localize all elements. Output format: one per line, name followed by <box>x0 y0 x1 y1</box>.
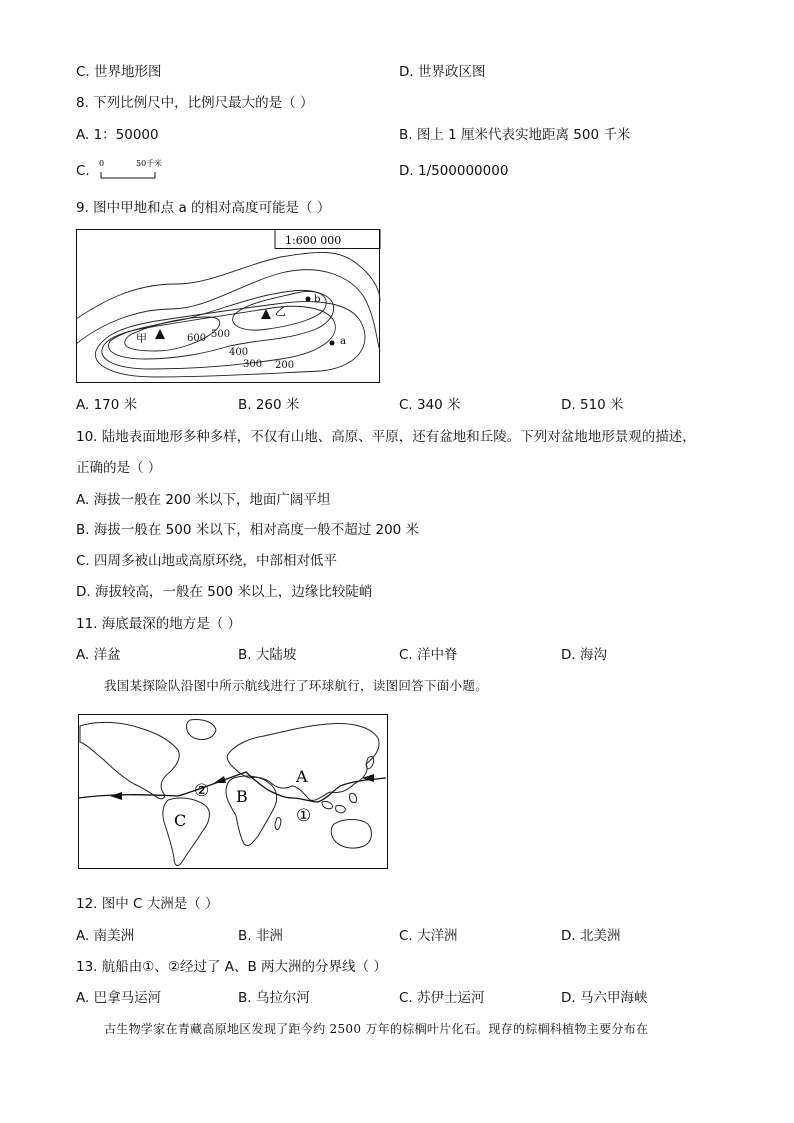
contour-value: 400 <box>229 347 249 358</box>
point-a-label: a <box>340 336 346 347</box>
contour-value: 200 <box>275 360 295 371</box>
q8-stem: 8. 下列比例尺中，比例尺最大的是（ ） <box>76 95 314 111</box>
q11-stem: 11. 海底最深的地方是（ ） <box>76 616 242 632</box>
q13-stem: 13. 航船由①、②经过了 A、B 两大洲的分界线（ ） <box>76 959 387 975</box>
place-label-yi: 乙 <box>275 305 286 318</box>
q10-stem-line1: 10. 陆地表面地形多种多样，不仅有山地、高原、平原，还有盆地和丘陵。下列对盆地地形景观的描述， <box>76 429 696 445</box>
q11-option-a: A. 洋盆 <box>76 647 121 663</box>
q9-option-b: B. 260 米 <box>238 397 300 413</box>
q13-option-d: D. 马六甲海峡 <box>561 990 648 1006</box>
contour-value: 300 <box>243 359 263 370</box>
world-route-map <box>78 714 389 870</box>
place-label-jia: 甲 <box>136 332 147 345</box>
q11-option-c: C. 洋中脊 <box>399 647 458 663</box>
q9-option-a: A. 170 米 <box>76 397 138 413</box>
q8-option-a: A. 1：50000 <box>76 127 159 143</box>
voyage-intro: 我国某探险队沿图中所示航线进行了环球航行，读图回答下面小题。 <box>104 678 489 693</box>
q7-option-c: C. 世界地形图 <box>76 64 162 80</box>
contour-value: 500 <box>211 329 231 340</box>
continent-label-b: B <box>236 787 248 806</box>
q8-line-scale <box>94 156 164 182</box>
point-b-label: b <box>314 294 321 305</box>
scale-end-label: 50千米 <box>136 159 163 168</box>
fossil-intro: 古生物学家在青藏高原地区发现了距今约 2500 万年的棕榈叶片化石。现存的棕榈科植物主要分布在 <box>104 1022 649 1036</box>
contour-value: 600 <box>187 333 207 344</box>
q10-option-a: A. 海拔一般在 200 米以下，地面广阔平坦 <box>76 492 331 508</box>
q8-option-c: C. <box>76 163 90 179</box>
q13-option-b: B. 乌拉尔河 <box>238 990 310 1006</box>
q13-option-a: A. 巴拿马运河 <box>76 990 162 1006</box>
point-b-dot <box>306 297 311 302</box>
q9-option-d: D. 510 米 <box>561 397 624 413</box>
q10-option-b: B. 海拔一般在 500 米以下，相对高度一般不超过 200 米 <box>76 522 420 538</box>
q12-stem: 12. 图中 C 大洲是（ ） <box>76 896 219 912</box>
q9-stem: 9. 图中甲地和点 a 的相对高度可能是（ ） <box>76 200 331 216</box>
scale-zero-label: 0 <box>99 159 105 168</box>
q10-option-d: D. 海拔较高，一般在 500 米以上，边缘比较陡峭 <box>76 584 373 600</box>
point-a-dot <box>330 341 335 346</box>
q13-option-c: C. 苏伊士运河 <box>399 990 485 1006</box>
q10-option-c: C. 四周多被山地或高原环绕，中部相对低平 <box>76 553 338 569</box>
q8-option-d: D. 1/500000000 <box>399 163 509 179</box>
q8-option-b: B. 图上 1 厘米代表实地距离 500 千米 <box>399 127 631 143</box>
continent-label-c: C <box>174 811 187 830</box>
route-mark-1: ① <box>296 806 312 826</box>
q7-option-d: D. 世界政区图 <box>399 64 486 80</box>
continent-label-a: A <box>296 767 308 786</box>
q11-option-d: D. 海沟 <box>561 647 607 663</box>
q12-option-d: D. 北美洲 <box>561 928 621 944</box>
q9-option-c: C. 340 米 <box>399 397 461 413</box>
q12-option-a: A. 南美洲 <box>76 928 135 944</box>
q12-option-c: C. 大洋洲 <box>399 928 458 944</box>
q10-stem-line2: 正确的是（ ） <box>76 460 162 476</box>
q11-option-b: B. 大陆坡 <box>238 647 297 663</box>
q12-option-b: B. 非洲 <box>238 928 283 944</box>
route-mark-2: ② <box>194 781 210 801</box>
contour-map <box>76 229 381 384</box>
map-scale-label: 1:600 000 <box>285 234 342 247</box>
